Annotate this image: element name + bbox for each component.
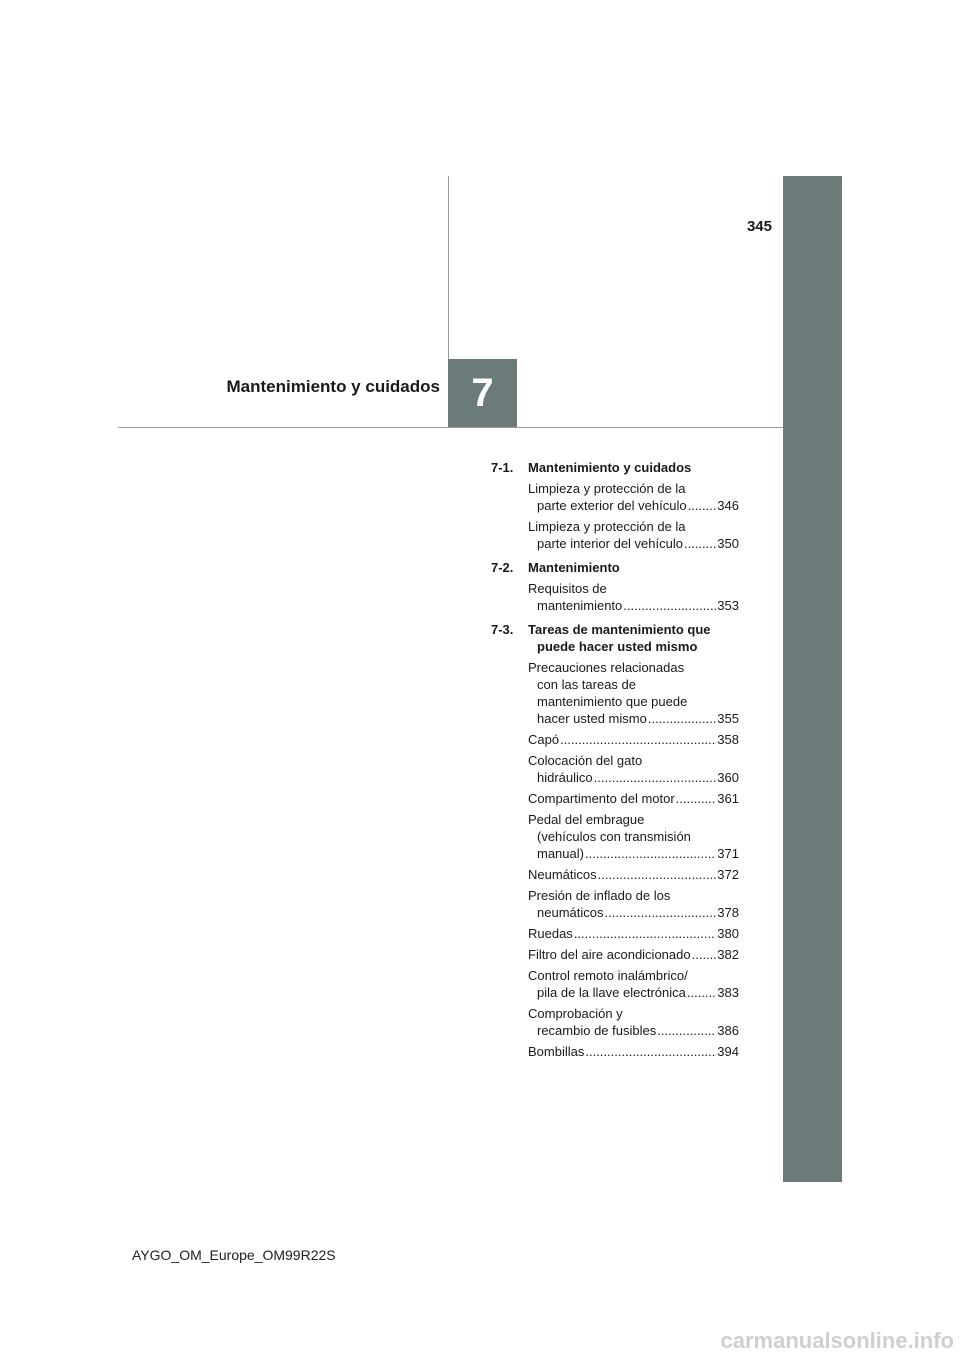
toc-leader-dots [676,790,717,807]
chapter-number-box [448,359,517,427]
toc-leader-dots [623,597,716,614]
toc-leader-dots [574,925,716,942]
toc-entry-text: hacer usted mismo [537,711,647,726]
toc-entry-page: 371 [717,846,739,861]
toc-entry-text: Control remoto inalámbrico/ [528,968,688,983]
toc-entry[interactable] [491,518,739,552]
toc-entry-text: Bombillas [528,1044,585,1059]
toc-entry-page: 346 [717,498,739,513]
toc-entry-text: Requisitos de [528,581,607,596]
toc-entry-page: 372 [717,867,739,882]
toc-entry-page: 383 [717,985,739,1000]
toc-entry-page: 355 [717,711,739,726]
toc-entry-text: Ruedas [528,926,573,941]
toc-leader-dots [684,535,716,552]
watermark: carmanualsonline.info [720,1328,954,1353]
toc-entry-page: 350 [717,536,739,551]
toc-section-title: Mantenimiento [528,560,620,575]
toc-section-heading [491,559,739,576]
toc-entry-page: 382 [717,947,739,962]
toc-leader-dots [585,1043,716,1060]
page-number: 345 [746,218,772,235]
toc-section-heading [491,621,739,655]
toc-entry[interactable] [491,887,739,921]
toc-entry-page: 394 [717,1044,739,1059]
toc-leader-dots [604,904,716,921]
toc-leader-dots [594,769,717,786]
toc-leader-dots [585,845,716,862]
toc-entry-text: Comprobación y [528,1006,623,1021]
toc-entry[interactable] [491,925,739,942]
toc-entry[interactable] [491,659,739,727]
toc-entry-text: manual) [537,846,584,861]
toc-entry-page: 386 [717,1023,739,1038]
toc-entry-text: Limpieza y protección de la [528,519,686,534]
toc-entry[interactable] [491,1005,739,1039]
table-of-contents [491,459,739,1067]
toc-leader-dots [692,946,717,963]
toc-entry-text: Compartimento del motor [528,791,675,806]
toc-entry-text: hidráulico [537,770,593,785]
toc-entry-text: Filtro del aire acondicionado [528,947,691,962]
toc-entry-text: Neumáticos [528,867,597,882]
toc-entry-text: Precauciones relacionadas [528,660,685,675]
toc-entry[interactable] [491,811,739,862]
toc-section-title: puede hacer usted mismo [537,639,698,654]
toc-entry[interactable] [491,752,739,786]
toc-entry-text: recambio de fusibles [537,1023,657,1038]
toc-section-number: 7-2. [491,560,514,575]
toc-section-title: Tareas de mantenimiento que [528,622,711,637]
toc-leader-dots [687,984,716,1001]
toc-entry-page: 360 [717,770,739,785]
toc-section-number: 7-1. [491,460,514,475]
toc-entry[interactable] [491,946,739,963]
toc-leader-dots [598,866,717,883]
toc-entry[interactable] [491,866,739,883]
toc-leader-dots [648,710,716,727]
toc-section-spacer [491,1064,739,1067]
footer-document-code: AYGO_OM_Europe_OM99R22S [132,1247,336,1263]
toc-entry-text: parte exterior del vehículo [537,498,687,513]
toc-entry[interactable] [491,790,739,807]
toc-section-title: Mantenimiento y cuidados [528,460,692,475]
toc-entry-text: Capó [528,732,560,747]
toc-entry-text: Pedal del embrague [528,812,645,827]
toc-leader-dots [560,731,716,748]
toc-section-number: 7-3. [491,622,514,637]
toc-entry-text: con las tareas de [537,677,637,692]
vertical-divider [448,176,449,359]
toc-entry-text: mantenimiento [537,598,623,613]
chapter-side-tab [783,176,842,1182]
chapter-title: Mantenimiento y cuidados [226,377,440,396]
toc-leader-dots [657,1022,716,1039]
toc-entry-page: 361 [717,791,739,806]
toc-entry-text: (vehículos con transmisión [537,829,691,844]
toc-entry-text: parte interior del vehículo [537,536,683,551]
chapter-number: 7 [471,370,494,415]
toc-entry-page: 378 [717,905,739,920]
toc-entry[interactable] [491,967,739,1001]
toc-leader-dots [688,497,717,514]
toc-entry-text: Colocación del gato [528,753,643,768]
toc-entry-text: Presión de inflado de los [528,888,671,903]
toc-section-heading [491,459,739,476]
toc-entry-page: 380 [717,926,739,941]
toc-entry-text: Limpieza y protección de la [528,481,686,496]
toc-entry[interactable] [491,731,739,748]
toc-entry-page: 358 [717,732,739,747]
toc-entry[interactable] [491,580,739,614]
toc-entry-page: 353 [717,598,739,613]
toc-entry[interactable] [491,1043,739,1060]
toc-entry-text: mantenimiento que puede [537,694,688,709]
toc-entry-text: pila de la llave electrónica [537,985,686,1000]
toc-entry-text: neumáticos [537,905,604,920]
toc-entry[interactable] [491,480,739,514]
horizontal-divider [118,427,783,428]
